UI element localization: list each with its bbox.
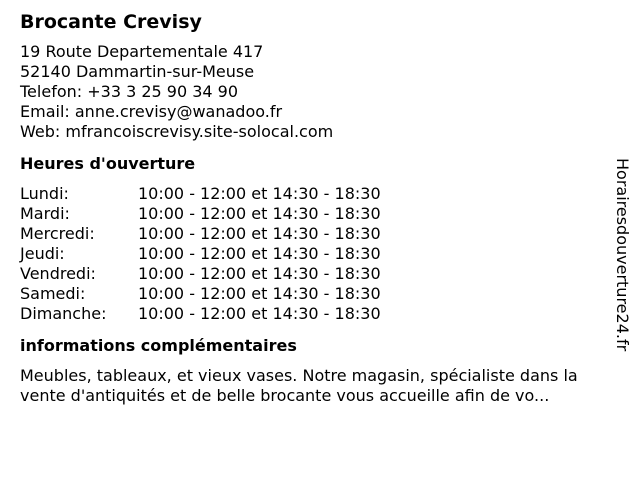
info-description: Meubles, tableaux, et vieux vases. Notre magasin, spécialiste dans la vente d'antiquités et de belle brocante vous accueille afin de vo... [20,366,578,405]
phone-number[interactable]: Telefon: +33 3 25 90 34 90 [20,82,239,101]
address-street: 19 Route Departementale 417 [20,42,264,61]
business-name: Brocante Crevisy [20,11,202,33]
hours-row-monday [20,184,620,204]
hours-row-tuesday [20,204,620,224]
business-card [20,10,620,406]
time-range: 10:00 - 12:00 et 14:30 - 18:30 [138,184,381,203]
website-link[interactable]: Web: mfrancoiscrevisy.site-solocal.com [20,122,334,141]
time-range: 10:00 - 12:00 et 14:30 - 18:30 [138,224,381,243]
site-watermark[interactable] [612,135,632,375]
day-label: Vendredi: [20,264,96,283]
info-heading: informations complémentaires [20,336,297,355]
day-label: Mercredi: [20,224,95,243]
day-label: Samedi: [20,284,86,303]
time-range: 10:00 - 12:00 et 14:30 - 18:30 [138,204,381,223]
email-address[interactable]: Email: anne.crevisy@wanadoo.fr [20,102,283,121]
hours-heading: Heures d'ouverture [20,154,196,173]
hours-row-sunday [20,304,620,324]
time-range: 10:00 - 12:00 et 14:30 - 18:30 [138,284,381,303]
day-label: Mardi: [20,204,70,223]
day-label: Dimanche: [20,304,107,323]
time-range: 10:00 - 12:00 et 14:30 - 18:30 [138,244,381,263]
day-label: Jeudi: [20,244,65,263]
hours-row-thursday [20,244,620,264]
time-range: 10:00 - 12:00 et 14:30 - 18:30 [138,304,381,323]
hours-row-saturday [20,284,620,304]
time-range: 10:00 - 12:00 et 14:30 - 18:30 [138,264,381,283]
hours-row-friday [20,264,620,284]
site-name[interactable]: Horairesdouverture24.fr [613,158,632,352]
day-label: Lundi: [20,184,69,203]
address-city: 52140 Dammartin-sur-Meuse [20,62,255,81]
hours-row-wednesday [20,224,620,244]
contact-block [20,42,620,142]
hours-table [20,184,620,324]
